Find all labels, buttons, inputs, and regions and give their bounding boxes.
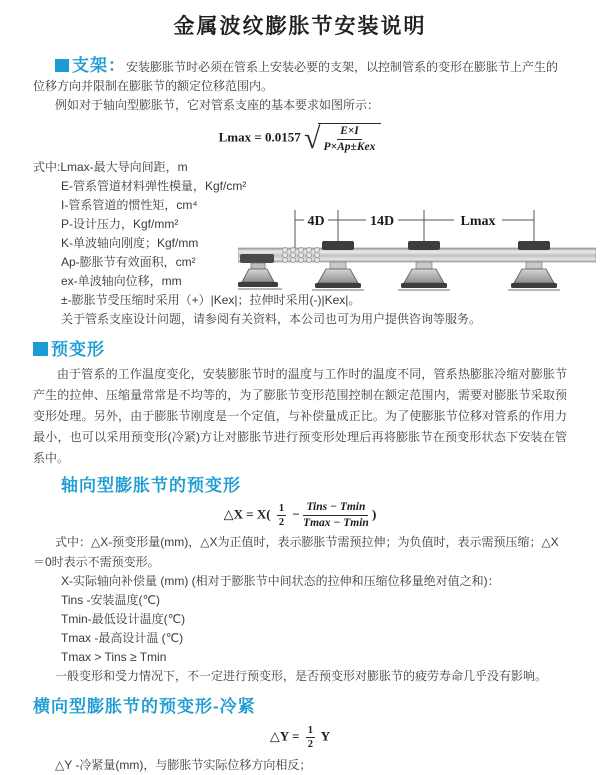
formula-lhs: △X = X( [223, 506, 271, 522]
section-marker-icon [33, 342, 48, 356]
pipe-support-diagram-svg [238, 202, 596, 304]
one-half-fraction [306, 725, 315, 750]
predeform-paragraph: 由于管系的工作温度变化，安装膨胀节时的温度与工作时的温度不同，管系热膨胀冷缩对膨胀节产生的拉伸、压缩量常常是不均等的，为了膨胀节变形范围控制在额定范围内，需要对膨胀节采取预变形处理。另外，由于膨胀节刚度是一个定值，与补偿量成正比。为了使膨胀节位移对管系的作用力最小，也可以采用预变形(冷紧)方让对膨胀节进行预变形处理后再将膨胀节在预变形状态下安装在管系中。 [33, 367, 567, 465]
definition-line: Tins -安装温度(℃) [61, 593, 161, 607]
fraction-denominator: 2 [278, 517, 285, 528]
formula-lhs: Lmax = 0.0157 [218, 129, 301, 145]
formula-lhs: △Y = [269, 728, 300, 744]
formula-rhs: Y [320, 728, 331, 744]
definition-line: 式中:Lmax-最大导向间距，m [33, 160, 188, 174]
axial-definitions [33, 572, 567, 667]
definition-line: Tmin-最低设计温度(℃) [61, 612, 186, 626]
support-intro-text: 安装膨胀节时必须在管系上安装必要的支架，以控制管系的变形在膨胀节上产生的位移方向并限制在膨胀节的额定位移范围内。 [33, 60, 559, 93]
temperature-fraction [303, 501, 369, 530]
fraction-numerator: 1 [307, 725, 313, 736]
fraction-numerator: 1 [278, 503, 285, 514]
definition-line: ex-单波轴向位移，mm [61, 274, 182, 288]
dimension-label-4d: 4D [307, 214, 325, 229]
section-support-heading: 支架： [72, 56, 126, 75]
radicand [318, 123, 382, 154]
lateral-predeform-formula [33, 725, 567, 750]
axial-where-paragraph: 式中：△X-预变形量(mm)，△X为正值时，表示膨胀节需预拉伸；为负值时，表示需预压缩；△X＝0时表示不需预变形。 [33, 535, 559, 569]
radical-sign-icon: √ [304, 121, 321, 155]
fraction-numerator: E×I [337, 125, 362, 140]
definition-line: Tmax > Tins ≥ Tmin [61, 650, 167, 664]
pipe-support-diagram [238, 202, 596, 307]
axial-predeform-formula [33, 501, 567, 530]
definition-line: K-单波轴向刚度；Kgf/mm [61, 236, 199, 250]
definition-line: Tmax -最高设计温 (℃) [61, 631, 184, 645]
one-half-fraction [277, 503, 286, 528]
bellows-icon [282, 247, 319, 262]
definition-line: E-管系管道材料弹性模量，Kgf/cm² [61, 179, 247, 193]
fraction-numerator: Tins − Tmin [303, 501, 368, 516]
predeform-heading: 预变形 [51, 340, 105, 359]
definition-line: 关于管系支座设计问题，请参阅有关资料，本公司也可为用户提供咨询等服务。 [61, 312, 482, 326]
fraction-denominator: 2 [307, 739, 313, 750]
fraction [324, 125, 376, 154]
lateral-subheading: 横向型膨胀节的预变形-冷紧 [33, 697, 256, 716]
dimension-label-lmax: Lmax [460, 214, 496, 229]
guide-spacing-formula [33, 123, 567, 154]
axial-subheading: 轴向型膨胀节的预变形 [61, 476, 241, 495]
document-page [0, 10, 600, 775]
definition-line: P-设计压力，Kgf/mm² [61, 217, 179, 231]
predeform-section [33, 335, 567, 360]
sqrt-expression [304, 123, 381, 154]
dimension-label-14d: 14D [369, 214, 395, 229]
definition-line: Ap-膨胀节有效面积，cm² [61, 255, 196, 269]
axial-note: 一般变形和受力情况下，不一定进行预变形，是否预变形对膨胀节的疲劳寿命几乎没有影响。 [55, 669, 548, 683]
support-example-line: 例如对于轴向型膨胀节，它对管系支座的基本要求如图所示： [55, 98, 380, 112]
lateral-note: △Y -冷紧量(mm)，与膨胀节实际位移方向相反； [55, 758, 312, 772]
definition-line: ±-膨胀节受压缩时采用（+）|Kex|；拉伸时采用(-)|Kex|。 [61, 293, 361, 307]
fraction-denominator: Tmax − Tmin [303, 517, 369, 529]
fraction-denominator: P×Ap±Kex [323, 141, 376, 153]
formula-rhs: ) [372, 506, 377, 522]
page-title: 金属波纹膨胀节安装说明 [173, 15, 427, 38]
section-marker-icon [55, 59, 69, 72]
definition-line: I-管系管道的惯性矩，cm⁴ [61, 198, 198, 212]
definition-line: X-实际轴向补偿量 (mm) (相对于膨胀节中间状态的拉伸和压缩位移量绝对值之和)： [61, 574, 500, 588]
minus-sign: − [292, 506, 300, 522]
support-intro-paragraph [33, 56, 567, 96]
